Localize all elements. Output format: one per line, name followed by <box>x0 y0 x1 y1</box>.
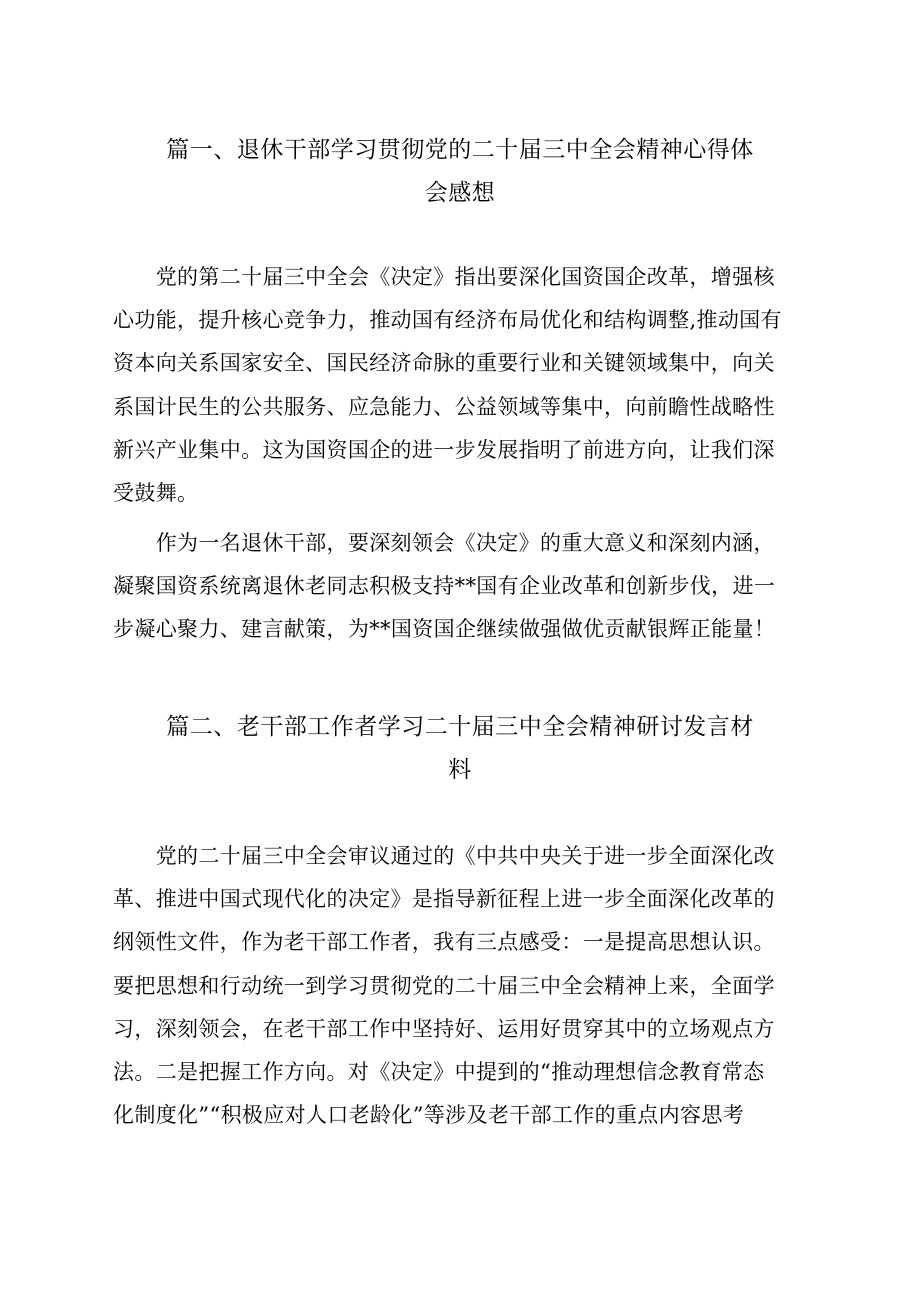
section-2-paragraph-1 <box>113 835 833 1137</box>
section-1-paragraph-2 <box>113 522 833 652</box>
text-line: 资本向关系国家安全、国民经济命脉的重要行业和关键领域集中，向关 <box>113 351 775 376</box>
section-1-title <box>0 129 920 215</box>
section-1-title-line: 篇一、退休干部学习贯彻党的二十届三中全会精神心得体 <box>166 137 754 163</box>
section-2-title-line: 篇二、老干部工作者学习二十届三中全会精神研讨发言材 <box>166 714 754 740</box>
text-line: 党的二十届三中全会审议通过的《中共中央关于进一步全面深化改 <box>113 844 775 868</box>
section-1-paragraph-1 <box>113 256 833 515</box>
text-line: 化制度化”“积极应对人口老龄化”等涉及老干部工作的重点内容思考 <box>113 1103 745 1128</box>
text-line: 新兴产业集中。这为国资国企的进一步发展指明了前进方向，让我们深 <box>113 437 775 462</box>
text-line: 要把思想和行动统一到学习贯彻党的二十届三中全会精神上来，全面学 <box>113 973 775 998</box>
section-2-title <box>0 706 920 792</box>
text-line: 法。二是把握工作方向。对《决定》中提到的“推动理想信念教育常态 <box>113 1060 765 1085</box>
section-1-title-line: 会感想 <box>424 180 496 206</box>
text-line: 凝聚国资系统离退休老同志积极支持**国有企业改革和创新步伐，进一 <box>113 574 776 599</box>
section-2-title-line: 料 <box>448 757 472 783</box>
text-line: 纲领性文件，作为老干部工作者，我有三点感受：一是提高思想认识。 <box>113 930 775 955</box>
text-line: 革、推进中国式现代化的决定》是指导新征程上进一步全面深化改革的 <box>113 887 775 912</box>
text-line: 党的第二十届三中全会《决定》指出要深化国资国企改革，增强核 <box>113 265 775 289</box>
text-line: 心功能，提升核心竞争力，推动国有经济布局优化和结构调整,推动国有 <box>113 308 782 333</box>
text-line: 作为一名退休干部，要深刻领会《决定》的重大意义和深刻内涵， <box>113 531 775 555</box>
text-line: 步凝心聚力、建言献策，为**国资国企继续做强做优贡献银辉正能量！ <box>113 617 776 642</box>
text-line: 习，深刻领会，在老干部工作中坚持好、运用好贯穿其中的立场观点方 <box>113 1016 775 1041</box>
text-line: 系国计民生的公共服务、应急能力、公益领域等集中，向前瞻性战略性 <box>113 394 775 419</box>
text-line: 受鼓舞。 <box>113 481 199 506</box>
